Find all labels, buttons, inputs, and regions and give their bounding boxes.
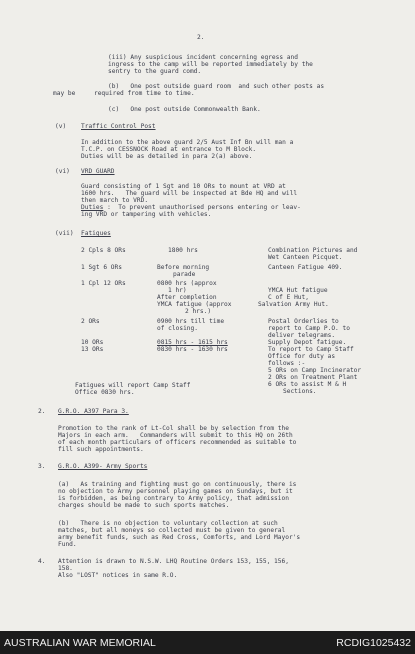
fatigue-duty: 6 ORs to assist M & H [268, 381, 347, 388]
para-line: is forbidden, as being contrary to Army policy, that admission [58, 495, 289, 502]
para-line: (c) One post outside Commonwealth Bank. [108, 106, 261, 113]
archive-name: AUSTRALIAN WAR MEMORIAL [4, 637, 156, 649]
fatigue-duty: deliver telegrams. [268, 332, 336, 339]
fatigue-time: 0900 hrs till time [157, 318, 225, 325]
para-line: then march to VRD. [81, 197, 149, 204]
fatigue-duty: Supply Depot fatigue. [268, 339, 347, 346]
section-heading: Fatigues [81, 230, 111, 237]
para-line: sentry to the guard comd. [108, 68, 202, 75]
para-line: (b) There is no objection to voluntary collection at such [58, 520, 278, 527]
paragraph-heading: G.R.O. A397 Para 3. [58, 408, 129, 415]
fatigue-party: 1 Sgt 6 ORs [81, 264, 122, 271]
archive-record-id: RCDIG1025432 [336, 637, 411, 649]
fatigue-duty: report to Camp P.O. to [268, 325, 350, 332]
para-line: Also "LOST" notices in same R.O. [58, 572, 178, 579]
para-line: army benefit funds, such as Red Cross, Comforts, and Lord Mayor's [58, 534, 301, 541]
para-line: charges should be made to such sports matches. [58, 502, 230, 509]
fatigue-note: Fatigues will report Camp Staff [75, 382, 191, 389]
fatigue-party: 10 ORs [81, 339, 104, 346]
fatigue-duty: 5 ORs on Camp Incinerator [268, 367, 362, 374]
section-heading: Traffic Control Post [81, 123, 156, 130]
para-line: ingress to the camp will be reported immediately by the [108, 61, 313, 68]
paragraph-number: 4. [38, 558, 46, 565]
fatigue-time: parade [173, 271, 196, 278]
para-line: ing VRD or tampering with vehicles. [81, 211, 212, 218]
fatigue-duty: Wet Canteen Picquet. [268, 254, 343, 261]
fatigue-duty: To report to Camp Staff [268, 346, 354, 353]
fatigue-party: 13 ORs [81, 346, 104, 353]
para-line: may be required from time to time. [53, 90, 195, 97]
archive-footer [0, 631, 415, 654]
para-line: matches, but all moneys so collected must be given to general [58, 527, 286, 534]
fatigue-note: Office 0830 hrs. [75, 389, 135, 396]
fatigue-duty: Postal Orderlies to [268, 318, 339, 325]
fatigue-duty: C of E Hut, [268, 294, 309, 301]
fatigue-time: 1 hr) [168, 287, 187, 294]
duties-label: Duties [81, 204, 104, 211]
para-line: Duties will be as detailed in para 2(a) above. [81, 153, 253, 160]
paragraph-number: 3. [38, 463, 46, 470]
fatigue-duty: Salvation Army Hut. [258, 301, 329, 308]
section-number: (vi) [55, 168, 70, 175]
paragraph-number: 2. [38, 408, 46, 415]
para-line: (a) As training and fighting must go on continuously, there is [58, 481, 297, 488]
fatigue-duty: 2 ORs on Treatment Plant [268, 374, 358, 381]
section-number: (v) [55, 123, 67, 130]
para-line: fill such appointments. [58, 446, 144, 453]
para-line: In addition to the above guard 2/5 Aust Inf Bn will man a [81, 139, 294, 146]
fatigue-party: 2 ORs [81, 318, 100, 325]
para-line: (b) One post outside guard room and such other posts as [108, 83, 325, 90]
section-number: (vii) [55, 230, 74, 237]
fatigue-time: Before morning [157, 264, 210, 271]
fatigue-duty: Combination Pictures and [268, 247, 358, 254]
para-line: 158. [58, 565, 73, 572]
fatigue-time: 2 hrs.) [185, 308, 212, 315]
fatigue-time: 0800 hrs (approx [157, 280, 217, 287]
para-line: Majors in each arm. Commanders will submit to this HQ on 26th [58, 432, 293, 439]
page-number: 2. [197, 34, 205, 41]
para-line: Duties : To prevent unauthorised persons entering or leav- [81, 204, 301, 211]
fatigue-duty: Sections. [283, 388, 317, 395]
fatigue-time: YMCA fatigue (approx [157, 301, 232, 308]
fatigue-time: of closing. [157, 325, 198, 332]
fatigue-party: 2 Cpls 8 ORs [81, 247, 126, 254]
fatigue-time: 0830 hrs - 1630 hrs [157, 346, 228, 353]
para-line: Attention is drawn to N.S.W. LHQ Routine Orders 153, 155, 156, [58, 558, 289, 565]
para-line: Promotion to the rank of Lt-Col shall be by selection from the [58, 425, 289, 432]
fatigue-duty: Canteen Fatigue 409. [268, 264, 343, 271]
fatigue-duty: Office for duty as [268, 353, 336, 360]
fatigue-time: 1800 hrs [168, 247, 198, 254]
fatigue-party: 1 Cpl 12 ORs [81, 280, 126, 287]
fatigue-time: 0815 hrs - 1615 hrs [157, 339, 228, 346]
paragraph-heading: G.R.O. A399- Army Sports [58, 463, 148, 470]
para-line: no objection to Army personnel playing games on Sundays, but it [58, 488, 293, 495]
para-line: Fund. [58, 541, 77, 548]
para-line: Guard consisting of 1 Sgt and 10 ORs to mount at VRD at [81, 183, 286, 190]
fatigue-duty: follows :- [268, 360, 306, 367]
para-line: T.C.P. on CESSNOCK Road at entrance to M Block. [81, 146, 257, 153]
para-line: 1600 hrs. The guard will be inspected at Bde HQ and will [81, 190, 298, 197]
para-line: (iii) Any suspicious incident concerning egress and [108, 54, 298, 61]
fatigue-time: After completion [157, 294, 217, 301]
para-line: of each month particulars of officers recommended as suitable to [58, 439, 297, 446]
fatigue-duty: YMCA Hut fatigue [268, 287, 328, 294]
section-heading: VRD GUARD [81, 168, 115, 175]
